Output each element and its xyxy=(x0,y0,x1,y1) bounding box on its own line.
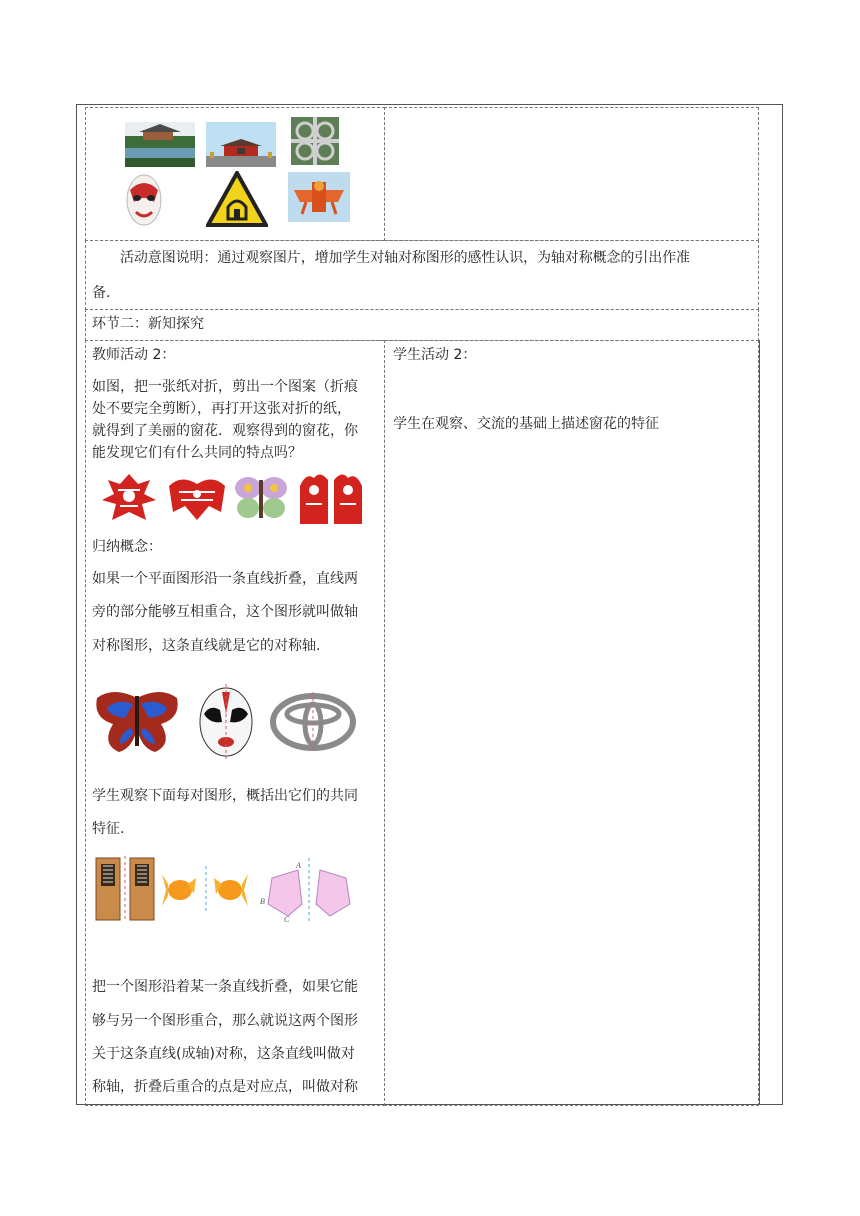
goldfish-pair-image xyxy=(160,866,252,914)
tiananmen-photo xyxy=(206,122,276,167)
papercut-butterfly xyxy=(232,472,290,524)
papercut-qilin xyxy=(165,472,229,524)
toyota-logo-image xyxy=(270,692,356,752)
observe-line: 学生观察下面每对图形，概括出它们的共同 xyxy=(92,788,358,804)
definition-line: 称轴，折叠后重合的点是对应点，叫做对称 xyxy=(92,1079,358,1095)
teacher-intro-line: 处不要完全剪断），再打开这张对折的纸， xyxy=(92,401,351,417)
concept-heading: 归纳概念： xyxy=(92,539,162,555)
kite-photo xyxy=(288,172,350,222)
interchange-photo xyxy=(291,117,339,165)
empty-right-cell xyxy=(384,107,759,241)
definition-line: 够与另一个图形重合，那么就说这两个图形 xyxy=(92,1013,358,1029)
park-photo xyxy=(125,122,195,167)
teacher-intro-line: 如图，把一张纸对折，剪出一个图案（折痕 xyxy=(92,379,358,395)
pentagon-label-a: A xyxy=(296,861,301,870)
pentagon-label-b: B xyxy=(260,897,265,906)
observe-line: 特征. xyxy=(92,821,125,837)
pentagon-pair-image xyxy=(258,858,358,922)
mask-image xyxy=(196,684,256,760)
concept-line: 对称图形，这条直线就是它的对称轴. xyxy=(92,638,321,654)
concept-line: 旁的部分能够互相重合，这个图形就叫做轴 xyxy=(92,604,358,620)
teacher-heading: 教师活动 2： xyxy=(92,347,176,363)
pentagon-label-c: C xyxy=(284,915,290,922)
student-activity-cell xyxy=(384,340,759,1106)
papercut-dragon xyxy=(98,470,160,526)
table-right-rule xyxy=(759,340,760,1105)
student-heading: 学生活动 2： xyxy=(393,347,477,363)
definition-line: 关于这条直线(成轴)对称，这条直线叫做对 xyxy=(92,1046,355,1062)
papercut-figures xyxy=(294,468,368,526)
student-description: 学生在观察、交流的基础上描述窗花的特征 xyxy=(393,416,659,432)
door-pair-image xyxy=(94,856,156,922)
definition-line: 把一个图形沿着某一条直线折叠，如果它能 xyxy=(92,979,358,995)
intent-line-2: 备. xyxy=(92,285,111,301)
butterfly-image xyxy=(93,688,181,756)
opera-mask-photo xyxy=(124,172,164,228)
teacher-intro-line: 就得到了美丽的窗花．观察得到的窗花，你 xyxy=(92,423,358,439)
intent-line-1: 活动意图说明：通过观察图片，增加学生对轴对称图形的感性认识，为轴对称概念的引出作准 xyxy=(120,250,690,266)
section-title: 环节二：新知探究 xyxy=(92,316,204,332)
teacher-intro-line: 能发现它们有什么共同的特点吗？ xyxy=(92,445,302,461)
tunnel-sign-photo xyxy=(206,171,268,227)
concept-line: 如果一个平面图形沿一条直线折叠，直线两 xyxy=(92,571,358,587)
